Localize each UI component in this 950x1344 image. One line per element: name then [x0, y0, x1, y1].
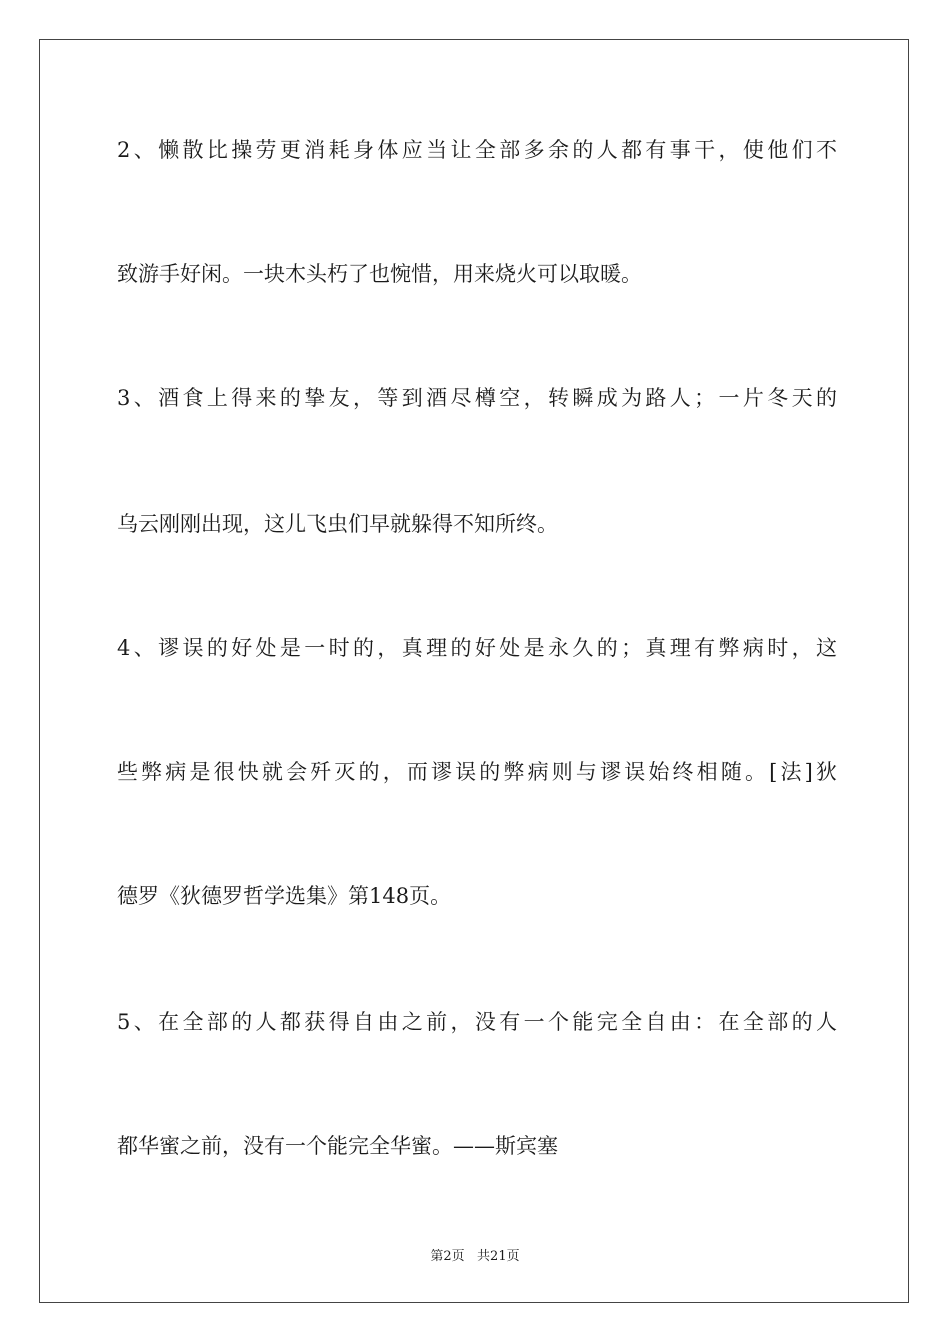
page-border — [39, 39, 909, 1303]
paragraph-3-line-2: 乌云刚刚出现，这儿飞虫们早就躲得不知所终。 — [117, 512, 558, 536]
paragraph-2-line-1: 2、懒散比操劳更消耗身体应当让全部多余的人都有事干，使他们不 — [117, 138, 837, 162]
paragraph-4-line-3: 德罗《狄德罗哲学选集》第148页。 — [117, 884, 452, 908]
paragraph-5-line-1: 5、在全部的人都获得自由之前，没有一个能完全自由：在全部的人 — [117, 1010, 837, 1034]
paragraph-4-line-1: 4、谬误的好处是一时的，真理的好处是永久的；真理有弊病时，这 — [117, 636, 837, 660]
paragraph-5-line-2: 都华蜜之前，没有一个能完全华蜜。——斯宾塞 — [117, 1134, 558, 1158]
paragraph-3-line-1: 3、酒食上得来的挚友，等到酒尽樽空，转瞬成为路人；一片冬天的 — [117, 386, 837, 410]
page-number-footer: 第2页 共21页 — [430, 1249, 520, 1264]
paragraph-4-line-2: 些弊病是很快就会歼灭的，而谬误的弊病则与谬误始终相随。[法]狄 — [117, 760, 837, 784]
paragraph-2-line-2: 致游手好闲。一块木头朽了也惋惜，用来烧火可以取暖。 — [117, 262, 642, 286]
